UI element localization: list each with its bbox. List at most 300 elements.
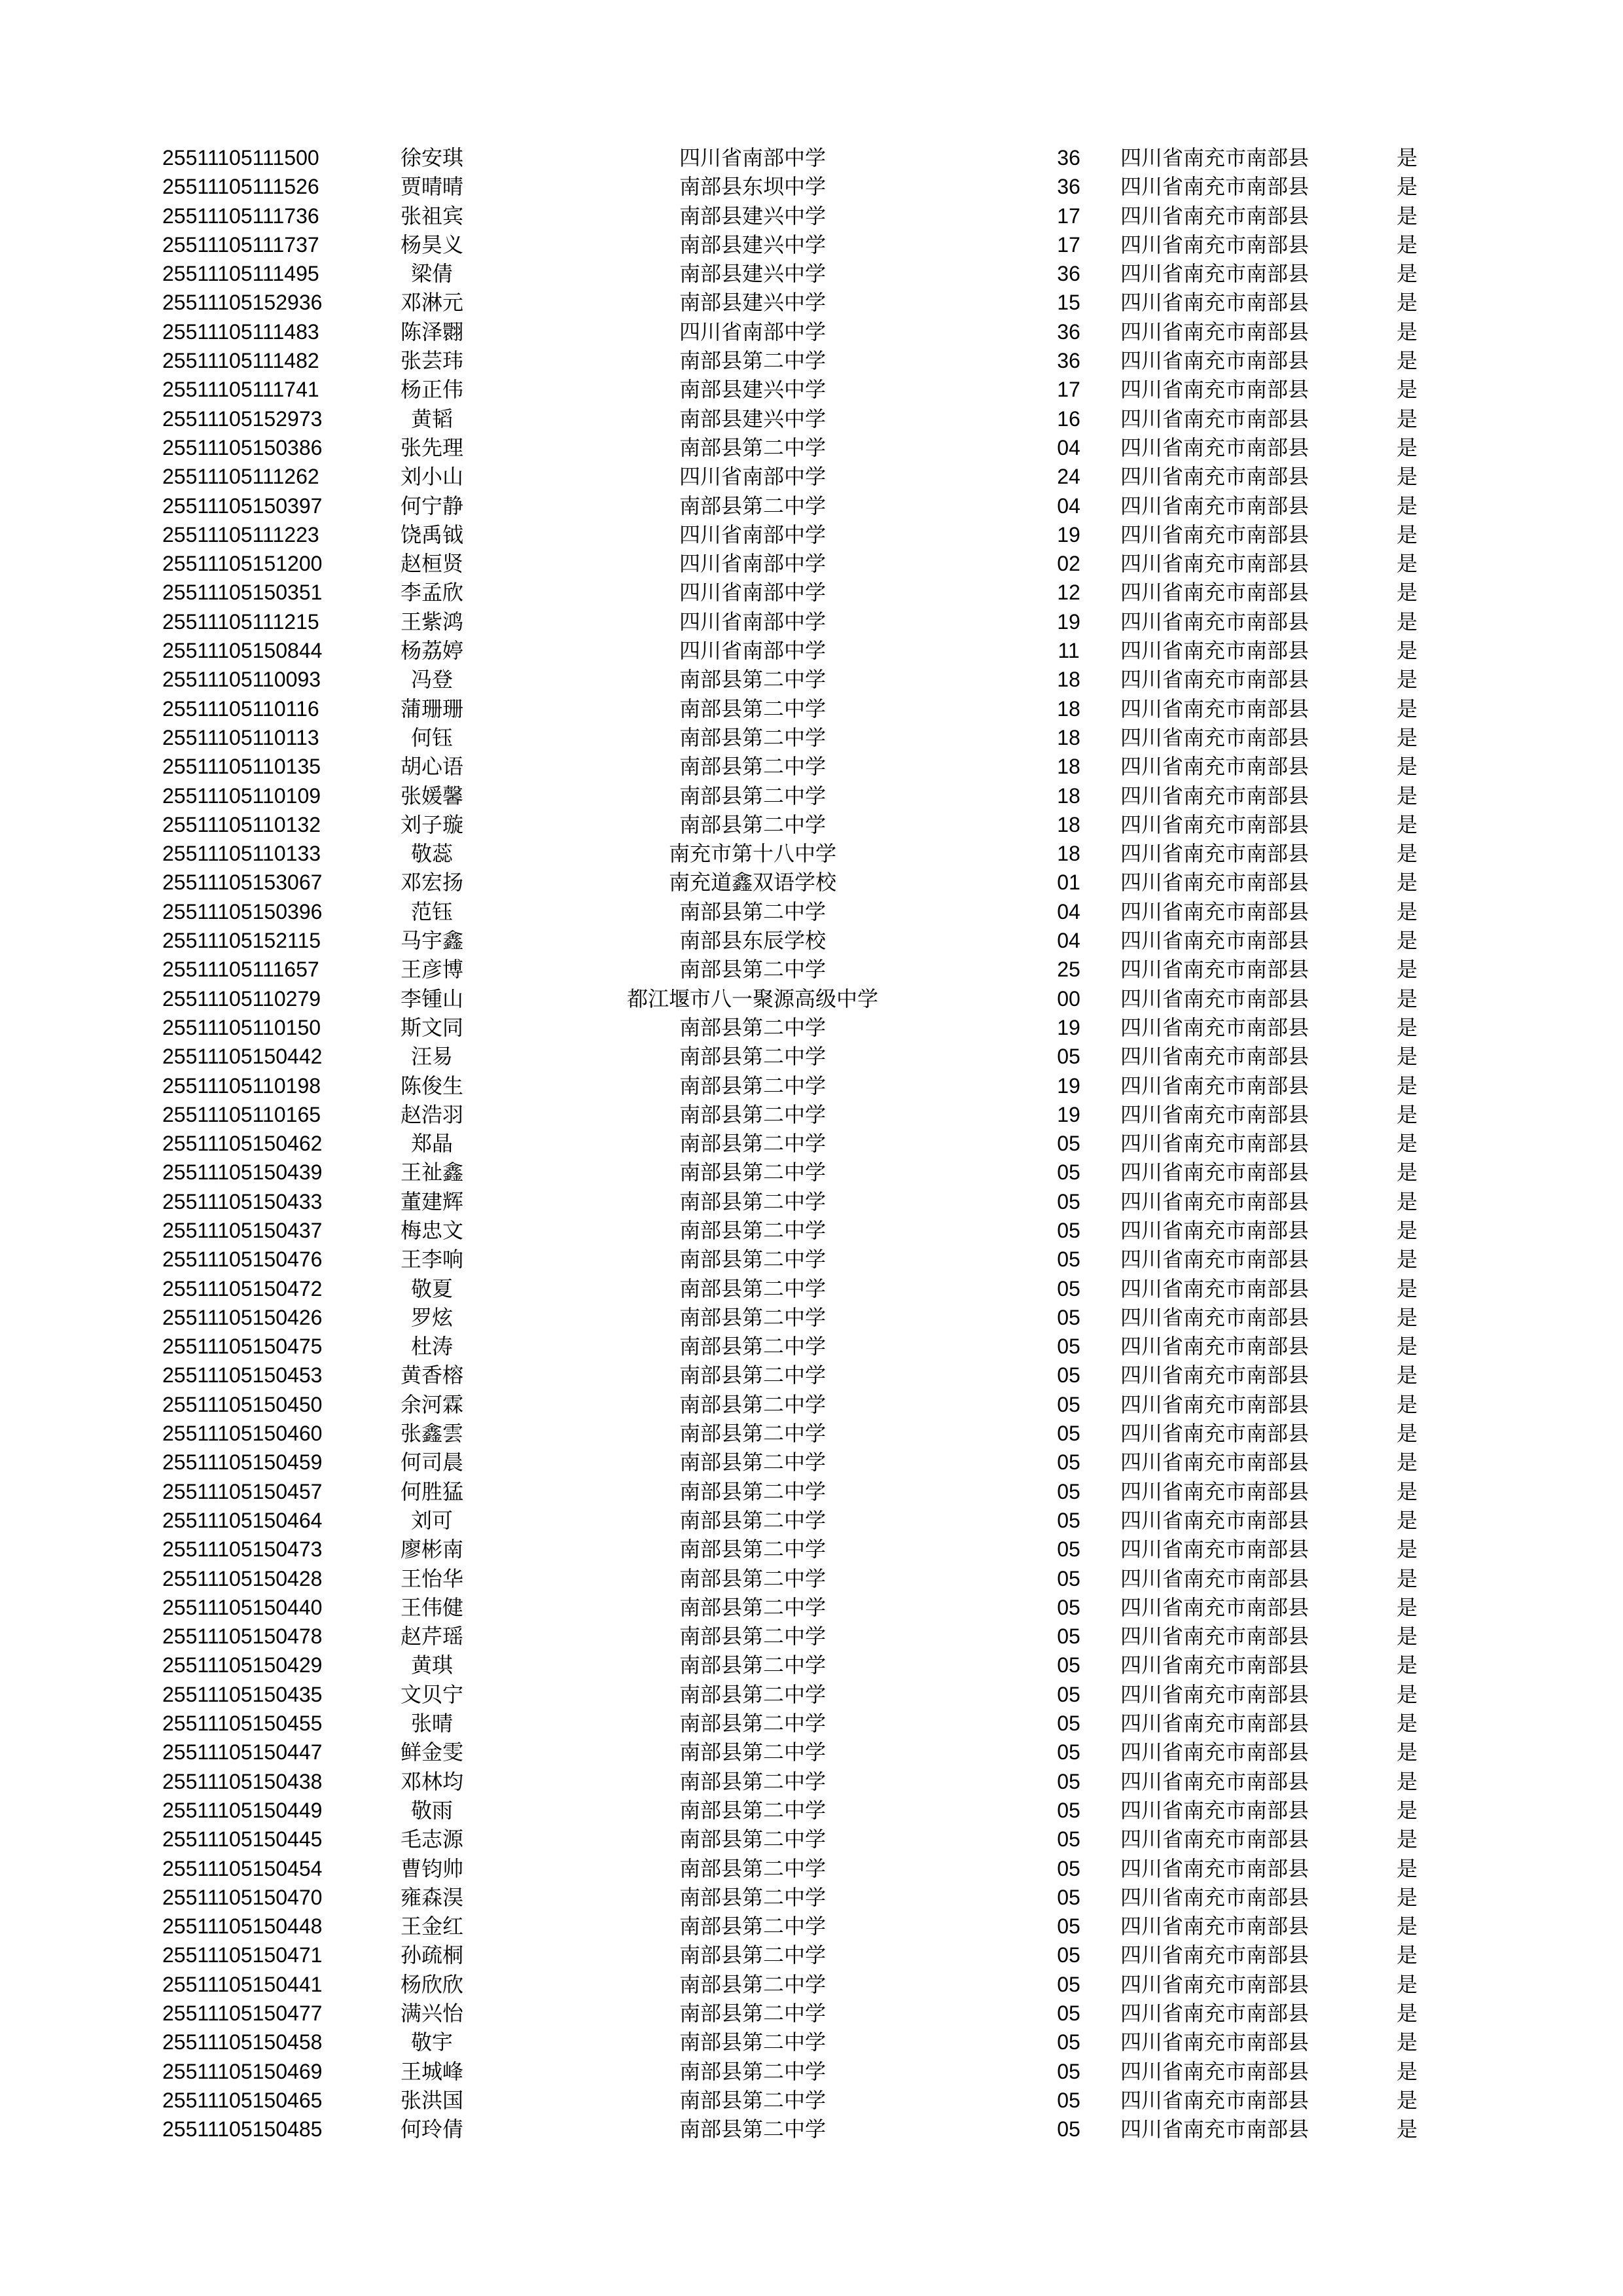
region-cell: 四川省南充市南部县	[1120, 1335, 1310, 1359]
code-cell: 05	[1057, 1682, 1080, 1706]
region-cell: 四川省南充市南部县	[1120, 522, 1310, 547]
student-name-cell: 贾晴晴	[400, 175, 463, 199]
exam-number-cell: 25511105150470	[162, 1885, 323, 1909]
exam-number-cell: 25511105150473	[162, 1537, 323, 1562]
table-row	[0, 1158, 1623, 1187]
student-name-cell: 饶禹钺	[400, 522, 463, 547]
student-name-cell: 王怡华	[400, 1566, 463, 1590]
exam-number-cell: 25511105150464	[162, 1508, 323, 1532]
school-name-cell: 南部县第二中学	[679, 1624, 826, 1649]
flag-cell: 是	[1397, 1218, 1418, 1242]
flag-cell: 是	[1397, 406, 1418, 431]
table-row	[0, 202, 1623, 230]
code-cell: 19	[1057, 609, 1080, 634]
region-cell: 四川省南充市南部县	[1120, 958, 1310, 982]
student-name-cell: 张鑫雲	[400, 1422, 463, 1446]
code-cell: 05	[1057, 1943, 1080, 1967]
region-cell: 四川省南充市南部县	[1120, 493, 1310, 518]
student-name-cell: 刘小山	[400, 465, 463, 489]
region-cell: 四川省南充市南部县	[1120, 349, 1310, 373]
student-name-cell: 何胜猛	[400, 1479, 463, 1503]
student-name-cell: 何宁静	[400, 493, 463, 518]
flag-cell: 是	[1397, 2059, 1418, 2083]
region-cell: 四川省南充市南部县	[1120, 609, 1310, 634]
exam-number-cell: 25511105150462	[162, 1132, 323, 1156]
code-cell: 05	[1057, 2059, 1080, 2083]
school-name-cell: 南部县东辰学校	[679, 929, 826, 953]
table-row	[0, 433, 1623, 462]
code-cell: 05	[1057, 1798, 1080, 1822]
table-row	[0, 1216, 1623, 1245]
code-cell: 11	[1058, 639, 1080, 663]
code-cell: 05	[1057, 1972, 1080, 1996]
table-row	[0, 1651, 1623, 1679]
region-cell: 四川省南充市南部县	[1120, 262, 1310, 286]
exam-number-cell: 25511105150469	[162, 2059, 323, 2083]
code-cell: 04	[1057, 493, 1080, 518]
exam-number-cell: 25511105150429	[162, 1653, 323, 1677]
region-cell: 四川省南充市南部县	[1120, 1914, 1310, 1939]
exam-number-cell: 25511105150477	[162, 2001, 323, 2025]
code-cell: 25	[1057, 958, 1080, 982]
code-cell: 05	[1057, 1537, 1080, 1562]
exam-number-cell: 25511105150471	[162, 1943, 323, 1967]
region-cell: 四川省南充市南部县	[1120, 1045, 1310, 1069]
student-name-cell: 张媛馨	[400, 783, 463, 808]
flag-cell: 是	[1397, 581, 1418, 605]
student-name-cell: 董建辉	[400, 1189, 463, 1213]
region-cell: 四川省南充市南部县	[1120, 1508, 1310, 1532]
table-row	[0, 1622, 1623, 1651]
table-row	[0, 143, 1623, 172]
student-name-cell: 黄韬	[410, 406, 453, 431]
code-cell: 05	[1057, 1914, 1080, 1939]
region-cell: 四川省南充市南部县	[1120, 639, 1310, 663]
student-name-cell: 杨昊义	[400, 232, 463, 257]
region-cell: 四川省南充市南部县	[1120, 1740, 1310, 1765]
table-row	[0, 1390, 1623, 1419]
school-name-cell: 南部县第二中学	[679, 1160, 826, 1185]
code-cell: 05	[1057, 1189, 1080, 1213]
school-name-cell: 南部县第二中学	[679, 1045, 826, 1069]
table-row	[0, 230, 1623, 259]
flag-cell: 是	[1397, 1479, 1418, 1503]
student-name-cell: 马宇鑫	[400, 929, 463, 953]
code-cell: 15	[1057, 291, 1080, 315]
school-name-cell: 南部县第二中学	[679, 783, 826, 808]
exam-number-cell: 25511105150386	[162, 435, 323, 459]
exam-number-cell: 25511105150433	[162, 1189, 323, 1213]
code-cell: 16	[1057, 406, 1080, 431]
region-cell: 四川省南充市南部县	[1120, 175, 1310, 199]
flag-cell: 是	[1397, 696, 1418, 721]
student-name-cell: 敬雨	[410, 1798, 453, 1822]
student-name-cell: 胡心语	[400, 755, 463, 779]
student-name-cell: 陈俊生	[400, 1073, 463, 1098]
student-name-cell: 刘可	[410, 1508, 453, 1532]
region-cell: 四川省南充市南部县	[1120, 1682, 1310, 1706]
school-name-cell: 南部县建兴中学	[679, 232, 826, 257]
table-row	[0, 1999, 1623, 2028]
school-name-cell: 南部县第二中学	[679, 755, 826, 779]
flag-cell: 是	[1397, 1943, 1418, 1967]
school-name-cell: 南部县第二中学	[679, 1450, 826, 1475]
region-cell: 四川省南充市南部县	[1120, 1276, 1310, 1300]
exam-number-cell: 25511105152973	[162, 406, 323, 431]
code-cell: 36	[1057, 349, 1080, 373]
region-cell: 四川省南充市南部县	[1120, 668, 1310, 692]
school-name-cell: 南部县建兴中学	[679, 204, 826, 228]
student-name-cell: 何玲倩	[400, 2117, 463, 2142]
flag-cell: 是	[1397, 668, 1418, 692]
student-name-cell: 杨欣欣	[400, 1972, 463, 1996]
exam-number-cell: 25511105111495	[162, 262, 319, 286]
exam-number-cell: 25511105150476	[162, 1247, 323, 1272]
table-row	[0, 955, 1623, 984]
exam-number-cell: 25511105110165	[162, 1102, 321, 1126]
exam-number-cell: 25511105150447	[162, 1740, 323, 1765]
flag-cell: 是	[1397, 1769, 1418, 1793]
table-row	[0, 2115, 1623, 2144]
flag-cell: 是	[1397, 262, 1418, 286]
region-cell: 四川省南充市南部县	[1120, 1073, 1310, 1098]
flag-cell: 是	[1397, 1132, 1418, 1156]
region-cell: 四川省南充市南部县	[1120, 1624, 1310, 1649]
flag-cell: 是	[1397, 958, 1418, 982]
region-cell: 四川省南充市南部县	[1120, 1827, 1310, 1852]
region-cell: 四川省南充市南部县	[1120, 696, 1310, 721]
flag-cell: 是	[1397, 986, 1418, 1011]
table-row	[0, 723, 1623, 752]
code-cell: 05	[1057, 1392, 1080, 1416]
exam-number-cell: 25511105150458	[162, 2030, 323, 2054]
exam-number-cell: 25511105150457	[162, 1479, 323, 1503]
table-row	[0, 1129, 1623, 1158]
region-cell: 四川省南充市南部县	[1120, 2001, 1310, 2025]
table-row	[0, 636, 1623, 665]
code-cell: 19	[1057, 1102, 1080, 1126]
table-row	[0, 1332, 1623, 1361]
region-cell: 四川省南充市南部县	[1120, 1305, 1310, 1329]
student-name-cell: 张晴	[410, 1712, 453, 1736]
region-cell: 四川省南充市南部县	[1120, 378, 1310, 402]
school-name-cell: 南部县第二中学	[679, 1566, 826, 1590]
code-cell: 18	[1057, 668, 1080, 692]
table-row	[0, 520, 1623, 549]
flag-cell: 是	[1397, 1073, 1418, 1098]
code-cell: 04	[1057, 435, 1080, 459]
table-row	[0, 1419, 1623, 1448]
exam-number-cell: 25511105150844	[162, 639, 323, 663]
student-name-cell: 鲜金雯	[400, 1740, 463, 1765]
region-cell: 四川省南充市南部县	[1120, 1712, 1310, 1736]
student-name-cell: 王彦博	[400, 958, 463, 982]
region-cell: 四川省南充市南部县	[1120, 755, 1310, 779]
school-name-cell: 南部县第二中学	[679, 2117, 826, 2142]
table-row	[0, 317, 1623, 346]
table-row	[0, 1303, 1623, 1332]
region-cell: 四川省南充市南部县	[1120, 1537, 1310, 1562]
flag-cell: 是	[1397, 609, 1418, 634]
school-name-cell: 南部县第二中学	[679, 1653, 826, 1677]
student-name-cell: 张祖宾	[400, 204, 463, 228]
table-row	[0, 665, 1623, 694]
flag-cell: 是	[1397, 1972, 1418, 1996]
school-name-cell: 南部县第二中学	[679, 1885, 826, 1909]
region-cell: 四川省南充市南部县	[1120, 1595, 1310, 1619]
table-row	[0, 1274, 1623, 1303]
exam-number-cell: 25511105111262	[162, 465, 319, 489]
school-name-cell: 南部县第二中学	[679, 349, 826, 373]
school-name-cell: 南部县建兴中学	[679, 262, 826, 286]
code-cell: 04	[1057, 899, 1080, 924]
exam-number-cell: 25511105110150	[162, 1015, 321, 1039]
code-cell: 19	[1057, 522, 1080, 547]
flag-cell: 是	[1397, 870, 1418, 895]
exam-number-cell: 25511105150437	[162, 1218, 323, 1242]
code-cell: 05	[1057, 1218, 1080, 1242]
code-cell: 18	[1057, 842, 1080, 866]
region-cell: 四川省南充市南部县	[1120, 1653, 1310, 1677]
table-row	[0, 1970, 1623, 1999]
student-name-cell: 孙疏桐	[400, 1943, 463, 1967]
school-name-cell: 南部县第二中学	[679, 1247, 826, 1272]
code-cell: 05	[1057, 1712, 1080, 1736]
school-name-cell: 南部县第二中学	[679, 435, 826, 459]
table-row	[0, 810, 1623, 839]
exam-number-cell: 25511105150439	[162, 1160, 323, 1185]
region-cell: 四川省南充市南部县	[1120, 232, 1310, 257]
flag-cell: 是	[1397, 146, 1418, 170]
flag-cell: 是	[1397, 812, 1418, 836]
table-row	[0, 897, 1623, 926]
school-name-cell: 南部县第二中学	[679, 1479, 826, 1503]
flag-cell: 是	[1397, 1305, 1418, 1329]
exam-number-cell: 25511105110116	[162, 696, 319, 721]
flag-cell: 是	[1397, 435, 1418, 459]
exam-number-cell: 25511105150440	[162, 1595, 323, 1619]
code-cell: 17	[1057, 204, 1080, 228]
region-cell: 四川省南充市南部县	[1120, 1102, 1310, 1126]
exam-number-cell: 25511105150396	[162, 899, 323, 924]
exam-number-cell: 25511105110198	[162, 1073, 321, 1098]
exam-number-cell: 25511105111483	[162, 319, 319, 344]
school-name-cell: 南部县东坝中学	[679, 175, 826, 199]
flag-cell: 是	[1397, 1595, 1418, 1619]
table-row	[0, 926, 1623, 955]
school-name-cell: 南部县第二中学	[679, 2088, 826, 2112]
flag-cell: 是	[1397, 1856, 1418, 1880]
flag-cell: 是	[1397, 1392, 1418, 1416]
student-name-cell: 邓林均	[400, 1769, 463, 1793]
code-cell: 18	[1057, 696, 1080, 721]
code-cell: 24	[1057, 465, 1080, 489]
table-row	[0, 2086, 1623, 2115]
flag-cell: 是	[1397, 1566, 1418, 1590]
student-name-cell: 范钰	[410, 899, 453, 924]
exam-number-cell: 25511105150485	[162, 2117, 323, 2142]
exam-number-cell: 25511105110279	[162, 986, 321, 1011]
table-row	[0, 1767, 1623, 1796]
exam-number-cell: 25511105150450	[162, 1392, 323, 1416]
school-name-cell: 南充市第十八中学	[668, 842, 836, 866]
region-cell: 四川省南充市南部县	[1120, 1566, 1310, 1590]
region-cell: 四川省南充市南部县	[1120, 204, 1310, 228]
exam-number-cell: 25511105152936	[162, 291, 323, 315]
flag-cell: 是	[1397, 2117, 1418, 2142]
school-name-cell: 南部县第二中学	[679, 812, 826, 836]
code-cell: 05	[1057, 1827, 1080, 1852]
region-cell: 四川省南充市南部县	[1120, 1392, 1310, 1416]
code-cell: 05	[1057, 1653, 1080, 1677]
school-name-cell: 南部县建兴中学	[679, 291, 826, 315]
table-row	[0, 2057, 1623, 2086]
exam-number-cell: 25511105150455	[162, 1712, 323, 1736]
student-name-cell: 敬夏	[410, 1276, 453, 1300]
code-cell: 05	[1057, 1422, 1080, 1446]
table-row	[0, 694, 1623, 723]
region-cell: 四川省南充市南部县	[1120, 1422, 1310, 1446]
exam-number-cell: 25511105150445	[162, 1827, 323, 1852]
flag-cell: 是	[1397, 2088, 1418, 2112]
table-row	[0, 462, 1623, 491]
exam-number-cell: 25511105150472	[162, 1276, 323, 1300]
code-cell: 05	[1057, 1479, 1080, 1503]
region-cell: 四川省南充市南部县	[1120, 319, 1310, 344]
school-name-cell: 四川省南部中学	[679, 609, 826, 634]
flag-cell: 是	[1397, 291, 1418, 315]
region-cell: 四川省南充市南部县	[1120, 899, 1310, 924]
code-cell: 05	[1057, 1769, 1080, 1793]
student-name-cell: 王李响	[400, 1247, 463, 1272]
exam-number-cell: 25511105110093	[162, 668, 321, 692]
student-name-cell: 梁倩	[410, 262, 453, 286]
region-cell: 四川省南充市南部县	[1120, 291, 1310, 315]
exam-number-cell: 25511105110135	[162, 755, 321, 779]
student-name-cell: 曹钧帅	[400, 1856, 463, 1880]
school-name-cell: 四川省南部中学	[679, 146, 826, 170]
flag-cell: 是	[1397, 493, 1418, 518]
code-cell: 17	[1057, 378, 1080, 402]
student-list-table	[0, 143, 1623, 2144]
school-name-cell: 南部县建兴中学	[679, 406, 826, 431]
table-row	[0, 1361, 1623, 1390]
region-cell: 四川省南充市南部县	[1120, 2117, 1310, 2142]
exam-number-cell: 25511105150448	[162, 1914, 323, 1939]
region-cell: 四川省南充市南部县	[1120, 1450, 1310, 1475]
code-cell: 00	[1057, 986, 1080, 1011]
exam-number-cell: 25511105150428	[162, 1566, 323, 1590]
student-name-cell: 郑晶	[410, 1132, 453, 1156]
region-cell: 四川省南充市南部县	[1120, 2088, 1310, 2112]
school-name-cell: 南部县第二中学	[679, 1972, 826, 1996]
table-row	[0, 259, 1623, 288]
code-cell: 18	[1057, 812, 1080, 836]
exam-number-cell: 25511105150478	[162, 1624, 323, 1649]
flag-cell: 是	[1397, 232, 1418, 257]
exam-number-cell: 25511105150459	[162, 1450, 323, 1475]
school-name-cell: 南部县第二中学	[679, 958, 826, 982]
region-cell: 四川省南充市南部县	[1120, 465, 1310, 489]
student-name-cell: 文贝宁	[400, 1682, 463, 1706]
student-name-cell: 敬宇	[410, 2030, 453, 2054]
exam-number-cell: 25511105150453	[162, 1363, 323, 1388]
exam-number-cell: 25511105111657	[162, 958, 319, 982]
exam-number-cell: 25511105111215	[162, 609, 319, 634]
exam-number-cell: 25511105150460	[162, 1422, 323, 1446]
table-row	[0, 346, 1623, 375]
region-cell: 四川省南充市南部县	[1120, 986, 1310, 1011]
school-name-cell: 四川省南部中学	[679, 639, 826, 663]
code-cell: 05	[1057, 2001, 1080, 2025]
school-name-cell: 四川省南部中学	[679, 465, 826, 489]
code-cell: 05	[1057, 1450, 1080, 1475]
region-cell: 四川省南充市南部县	[1120, 435, 1310, 459]
flag-cell: 是	[1397, 1740, 1418, 1765]
student-name-cell: 赵浩羽	[400, 1102, 463, 1126]
table-row	[0, 1941, 1623, 1969]
table-row	[0, 868, 1623, 897]
school-name-cell: 南部县第二中学	[679, 899, 826, 924]
flag-cell: 是	[1397, 1914, 1418, 1939]
code-cell: 18	[1057, 783, 1080, 808]
table-row	[0, 1796, 1623, 1825]
table-row	[0, 404, 1623, 433]
table-row	[0, 1477, 1623, 1506]
region-cell: 四川省南充市南部县	[1120, 1856, 1310, 1880]
region-cell: 四川省南充市南部县	[1120, 725, 1310, 749]
table-row	[0, 1535, 1623, 1564]
school-name-cell: 都江堰市八一聚源高级中学	[626, 986, 878, 1011]
code-cell: 12	[1057, 581, 1080, 605]
table-row	[0, 1883, 1623, 1912]
flag-cell: 是	[1397, 175, 1418, 199]
flag-cell: 是	[1397, 1624, 1418, 1649]
student-name-cell: 毛志源	[400, 1827, 463, 1852]
code-cell: 19	[1057, 1073, 1080, 1098]
table-row	[0, 1912, 1623, 1941]
student-name-cell: 何钰	[410, 725, 453, 749]
flag-cell: 是	[1397, 1682, 1418, 1706]
exam-number-cell: 25511105111737	[162, 232, 319, 257]
exam-number-cell: 25511105153067	[162, 870, 323, 895]
flag-cell: 是	[1397, 378, 1418, 402]
table-row	[0, 549, 1623, 578]
student-name-cell: 冯登	[410, 668, 453, 692]
region-cell: 四川省南充市南部县	[1120, 812, 1310, 836]
code-cell: 05	[1057, 1624, 1080, 1649]
region-cell: 四川省南充市南部县	[1120, 146, 1310, 170]
flag-cell: 是	[1397, 319, 1418, 344]
student-name-cell: 杨荔婷	[400, 639, 463, 663]
code-cell: 17	[1057, 232, 1080, 257]
region-cell: 四川省南充市南部县	[1120, 783, 1310, 808]
school-name-cell: 南部县第二中学	[679, 1392, 826, 1416]
school-name-cell: 南部县第二中学	[679, 2059, 826, 2083]
exam-number-cell: 25511105150435	[162, 1682, 323, 1706]
exam-number-cell: 25511105111500	[162, 146, 319, 170]
school-name-cell: 南部县第二中学	[679, 1914, 826, 1939]
school-name-cell: 南部县第二中学	[679, 1537, 826, 1562]
school-name-cell: 南部县第二中学	[679, 725, 826, 749]
exam-number-cell: 25511105110113	[162, 725, 319, 749]
school-name-cell: 南部县第二中学	[679, 1856, 826, 1880]
exam-number-cell: 25511105152115	[162, 929, 321, 953]
student-name-cell: 黄香榕	[400, 1363, 463, 1388]
code-cell: 05	[1057, 1885, 1080, 1909]
region-cell: 四川省南充市南部县	[1120, 1943, 1310, 1967]
student-name-cell: 赵桓贤	[400, 552, 463, 576]
